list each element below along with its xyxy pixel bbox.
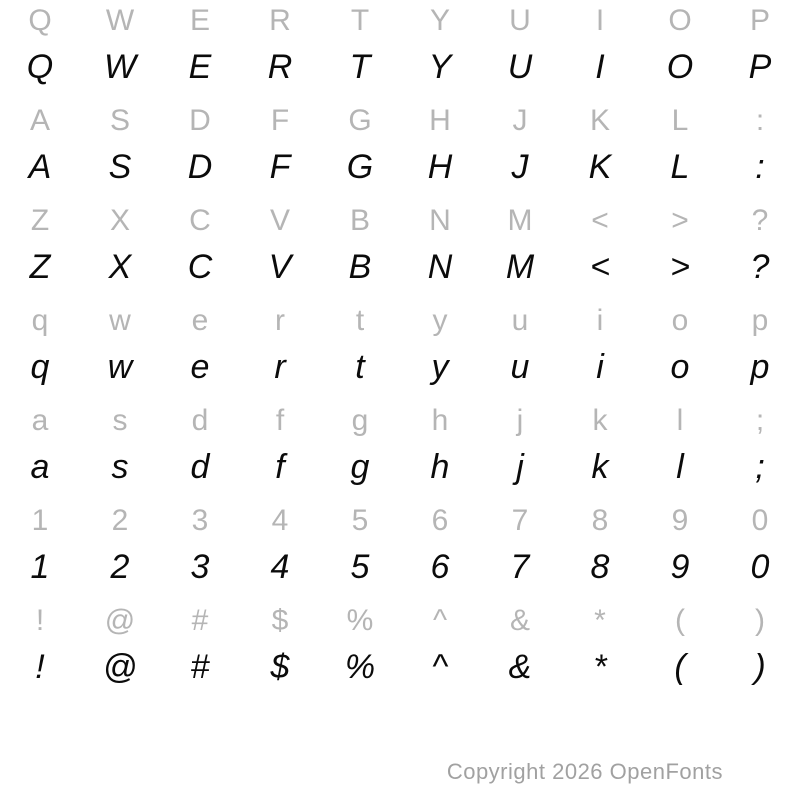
specimen-line	[0, 545, 800, 600]
reference-glyph: l	[676, 404, 684, 437]
specimen-glyph: h	[430, 448, 450, 486]
specimen-glyph: Y	[428, 48, 452, 86]
reference-glyph: V	[269, 204, 290, 237]
reference-line	[0, 0, 800, 45]
reference-glyph: C	[189, 204, 211, 237]
specimen-glyph: A	[28, 148, 52, 186]
specimen-glyph: G	[346, 148, 374, 186]
specimen-glyph: o	[670, 348, 690, 386]
specimen-glyph: ^	[432, 648, 448, 686]
specimen-glyph: X	[108, 248, 132, 286]
reference-glyph: W	[105, 4, 135, 37]
reference-glyph: ;	[755, 404, 765, 437]
specimen-glyph: :	[755, 148, 765, 186]
reference-glyph: I	[595, 4, 605, 37]
reference-glyph: :	[755, 104, 765, 137]
reference-line	[0, 500, 800, 545]
specimen-glyph: ;	[755, 448, 765, 486]
reference-line	[0, 100, 800, 145]
specimen-glyph: J	[511, 148, 529, 186]
reference-glyph: s	[112, 404, 128, 437]
reference-glyph: )	[755, 604, 765, 637]
specimen-glyph: !	[35, 648, 45, 686]
specimen-glyph: U	[507, 48, 533, 86]
specimen-glyph: f	[275, 448, 285, 486]
reference-line	[0, 600, 800, 645]
specimen-glyph: M	[505, 248, 535, 286]
reference-line	[0, 400, 800, 445]
specimen-glyph: k	[591, 448, 609, 486]
specimen-glyph: 7	[510, 548, 530, 586]
specimen-glyph: #	[190, 648, 210, 686]
glyph-row-pair	[0, 600, 800, 700]
specimen-glyph: B	[348, 248, 372, 286]
specimen-glyph: N	[427, 248, 453, 286]
reference-glyph: 7	[511, 504, 529, 537]
reference-glyph: *	[594, 604, 606, 637]
specimen-glyph: 0	[750, 548, 770, 586]
reference-glyph: <	[591, 204, 609, 237]
reference-glyph: L	[671, 104, 689, 137]
reference-glyph: o	[671, 304, 689, 337]
specimen-glyph: i	[596, 348, 604, 386]
reference-glyph: J	[512, 104, 528, 137]
specimen-glyph: 5	[350, 548, 370, 586]
reference-glyph: S	[109, 104, 130, 137]
reference-glyph: F	[270, 104, 290, 137]
reference-glyph: H	[429, 104, 451, 137]
reference-glyph: r	[275, 304, 285, 337]
reference-glyph: 0	[751, 504, 769, 537]
specimen-glyph: >	[670, 248, 690, 286]
reference-glyph: Y	[429, 4, 450, 37]
reference-glyph: >	[671, 204, 689, 237]
reference-glyph: h	[431, 404, 449, 437]
specimen-glyph: u	[510, 348, 530, 386]
specimen-glyph: P	[748, 48, 772, 86]
specimen-glyph: p	[750, 348, 770, 386]
specimen-glyph: s	[111, 448, 129, 486]
specimen-glyph: ?	[750, 248, 770, 286]
specimen-line	[0, 145, 800, 200]
specimen-glyph: 1	[30, 548, 50, 586]
reference-glyph: (	[675, 604, 685, 637]
specimen-glyph: W	[103, 48, 137, 86]
reference-glyph: e	[191, 304, 209, 337]
reference-glyph: g	[351, 404, 369, 437]
specimen-glyph: C	[187, 248, 213, 286]
reference-glyph: t	[355, 304, 365, 337]
specimen-glyph: F	[269, 148, 291, 186]
reference-glyph: G	[348, 104, 372, 137]
specimen-glyph: y	[431, 348, 449, 386]
reference-glyph: 2	[111, 504, 129, 537]
reference-glyph: 4	[271, 504, 289, 537]
specimen-glyph: e	[190, 348, 210, 386]
specimen-glyph: V	[268, 248, 292, 286]
specimen-glyph: 2	[110, 548, 130, 586]
reference-glyph: &	[509, 604, 530, 637]
reference-line	[0, 200, 800, 245]
glyph-row-pair	[0, 200, 800, 300]
reference-glyph: 3	[191, 504, 209, 537]
reference-glyph: y	[432, 304, 448, 337]
specimen-glyph: w	[107, 348, 133, 386]
reference-glyph: @	[104, 604, 136, 637]
specimen-glyph: I	[595, 48, 605, 86]
reference-glyph: 5	[351, 504, 369, 537]
glyph-row-pair	[0, 500, 800, 600]
reference-glyph: k	[592, 404, 608, 437]
specimen-glyph: E	[188, 48, 212, 86]
reference-glyph: w	[109, 304, 131, 337]
specimen-glyph: j	[516, 448, 524, 486]
specimen-glyph: *	[593, 648, 607, 686]
reference-glyph: Z	[30, 204, 50, 237]
specimen-glyph: a	[30, 448, 50, 486]
specimen-line	[0, 445, 800, 500]
reference-glyph: !	[35, 604, 45, 637]
glyph-row-pair	[0, 400, 800, 500]
specimen-glyph: T	[349, 48, 371, 86]
reference-glyph: ^	[432, 604, 448, 637]
reference-glyph: $	[271, 604, 289, 637]
specimen-glyph: 8	[590, 548, 610, 586]
specimen-glyph: $	[270, 648, 290, 686]
reference-glyph: #	[191, 604, 209, 637]
reference-glyph: q	[31, 304, 49, 337]
specimen-glyph: d	[190, 448, 210, 486]
specimen-glyph: (	[674, 648, 686, 686]
specimen-glyph: S	[108, 148, 132, 186]
reference-glyph: E	[189, 4, 210, 37]
specimen-glyph: L	[670, 148, 690, 186]
reference-glyph: B	[349, 204, 370, 237]
reference-glyph: K	[589, 104, 610, 137]
specimen-glyph: <	[590, 248, 610, 286]
reference-glyph: X	[109, 204, 130, 237]
reference-glyph: j	[516, 404, 524, 437]
specimen-glyph: )	[754, 648, 766, 686]
reference-glyph: U	[509, 4, 531, 37]
reference-glyph: N	[429, 204, 451, 237]
specimen-glyph: r	[274, 348, 286, 386]
specimen-glyph: D	[187, 148, 213, 186]
reference-glyph: u	[511, 304, 529, 337]
specimen-glyph: 4	[270, 548, 290, 586]
reference-glyph: Q	[28, 4, 52, 37]
reference-glyph: T	[350, 4, 370, 37]
reference-glyph: ?	[751, 204, 769, 237]
reference-glyph: A	[29, 104, 50, 137]
glyph-row-pair	[0, 100, 800, 200]
specimen-glyph: Z	[29, 248, 51, 286]
specimen-line	[0, 245, 800, 300]
specimen-glyph: g	[350, 448, 370, 486]
reference-glyph: d	[191, 404, 209, 437]
reference-glyph: 6	[431, 504, 449, 537]
reference-glyph: D	[189, 104, 211, 137]
reference-glyph: 8	[591, 504, 609, 537]
specimen-glyph: 9	[670, 548, 690, 586]
reference-glyph: i	[596, 304, 604, 337]
reference-glyph: 1	[31, 504, 49, 537]
specimen-glyph: R	[267, 48, 293, 86]
specimen-glyph: 3	[190, 548, 210, 586]
glyph-row-pair	[0, 300, 800, 400]
specimen-line	[0, 45, 800, 100]
specimen-glyph: O	[666, 48, 694, 86]
specimen-glyph: t	[355, 348, 365, 386]
specimen-glyph: %	[344, 648, 376, 686]
reference-line	[0, 300, 800, 345]
specimen-line	[0, 645, 800, 700]
reference-glyph: O	[668, 4, 692, 37]
specimen-glyph: l	[676, 448, 684, 486]
reference-glyph: f	[275, 404, 285, 437]
specimen-glyph: &	[508, 648, 532, 686]
footer	[447, 759, 723, 785]
specimen-line	[0, 345, 800, 400]
specimen-glyph: @	[102, 648, 138, 686]
specimen-glyph: 6	[430, 548, 450, 586]
reference-glyph: R	[269, 4, 291, 37]
glyph-row-pair	[0, 0, 800, 100]
reference-glyph: M	[507, 204, 533, 237]
reference-glyph: p	[751, 304, 769, 337]
specimen-glyph: K	[588, 148, 612, 186]
specimen-glyph: H	[427, 148, 453, 186]
copyright-text: Copyright 2026 OpenFonts	[446, 759, 723, 784]
specimen-glyph: q	[30, 348, 50, 386]
reference-glyph: 9	[671, 504, 689, 537]
reference-glyph: P	[749, 4, 770, 37]
reference-glyph: %	[346, 604, 374, 637]
reference-glyph: a	[31, 404, 49, 437]
specimen-glyph: Q	[26, 48, 54, 86]
